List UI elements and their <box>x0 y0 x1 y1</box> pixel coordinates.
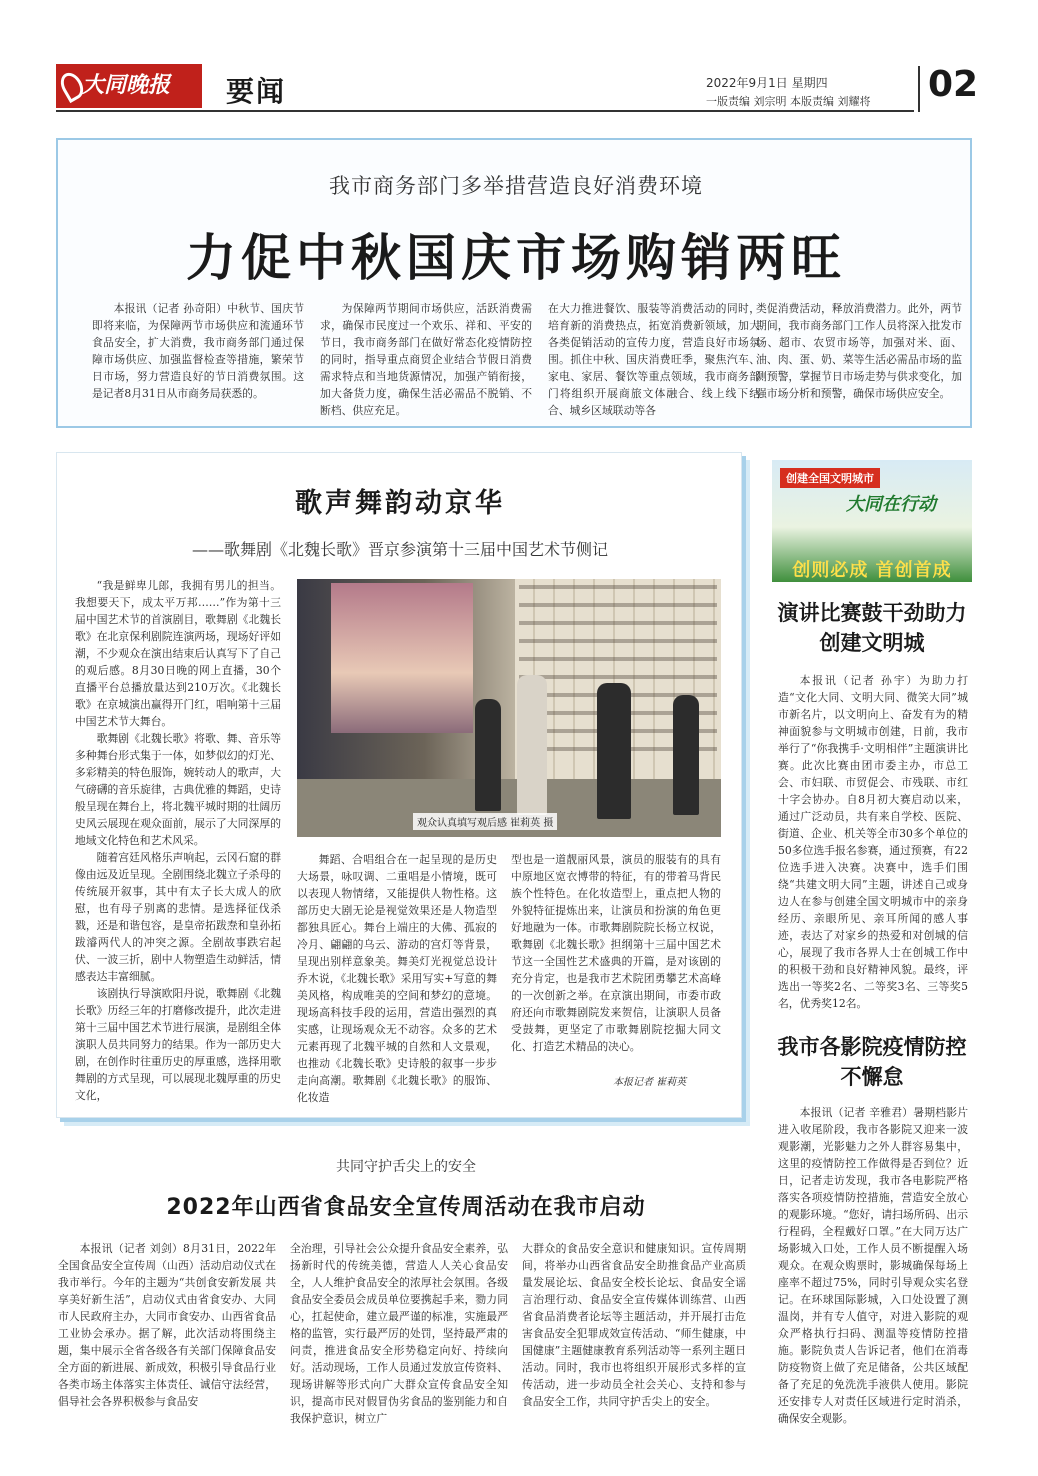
civilized-city-banner <box>772 460 972 582</box>
header-rule <box>56 110 914 112</box>
banner-slogan: 大同在行动 <box>846 494 936 515</box>
top-story-subtitle: 我市商务部门多举措营造良好消费环境 <box>329 174 703 198</box>
opera-paragraph: 随着宫廷风格乐声响起，云冈石窟的群像由远及近呈现。全剧围绕北魏立子杀母的传统展开叙事，其中有太子长大成人的欣慰，也有母子别离的悲情。是选择征伐杀戮，还是和谐包容，是皇帝拓跋焘和皇孙拓跋濬两代人的冲突之源。全剧故事跌宕起伏、一波三折，剧中人物塑造生动鲜活，情感表达丰富细腻。 <box>75 851 281 983</box>
header-divider <box>918 66 920 112</box>
opera-paragraph: 歌舞剧《北魏长歌》将歌、舞、音乐等多种舞台形式集于一体，如梦似幻的灯光、多彩精美的特色服饰，婉转动人的歌声，大气磅礴的音乐旋律，古典优雅的舞蹈，史诗般呈现在舞台上，将北魏平城时期的壮阔历史风云展现在观众面前，展示了大同深厚的地域文化特色和艺术风采。 <box>75 732 281 847</box>
opera-byline: 本报记者 崔莉英 <box>613 1077 687 1088</box>
food-safety-headline: 2022年山西省食品安全宣传周活动在我市启动 <box>166 1195 646 1220</box>
food-safety-column-3: 大群众的食品安全意识和健康知识。宣传周期间，将举办山西省食品安全助推食品产业高质量发展论坛、食品安全校长论坛、食品安全谣言治理行动、食品安全宣传媒体训练营、山西省食品消费者论坛等主题活动，并开展打击危害食品安全犯罪成效宣传活动、“师生健康，中国健康”主题健康教育系列活动等一系列主题日活动。同时，我市也将组织开展形式多样的宣传活动，进一步动员全社会关心、支持和参与食品安全工作，共同守护舌尖上的安全。 <box>522 1242 746 1408</box>
banner-motto: 创则必成 首创首成 <box>792 560 952 581</box>
opera-story-headline: 歌声舞韵动京华 <box>295 488 505 519</box>
speech-contest-body: 本报讯（记者 孙宇）为助力打造“文化大同、文明大同、微笑大同”城市新名片，以文明向上、奋发有为的精神面貌参与文明城市创建，日前，我市举行了“你我携手·文明相伴”主题演讲比赛。此次比赛由团市委主办，市总工会、市妇联、市贸促会、市残联、市红十字会协办。自8月初大赛启动以来，通过广泛动员，共有来自学校、医院、街道、企业、机关等全市30多个单位的50多位选手报名参赛，通过预赛，有22位选手进入决赛。决赛中，选手们围绕“共建文明大同”主题，讲述自己或身边人在参与创建全国文明城市中的亲身经历、亲眼所见、亲耳所闻的感人事迹，表达了对家乡的热爱和对创城的信心，展现了我市各界人士在创城工作中的积极干劲和良好精神风貌。最终，评选出一等奖2名、二等奖3名、三等奖5名，优秀奖12名。 <box>778 674 968 1010</box>
food-safety-column-2: 全治理，引导社会公众提升食品安全素养，弘扬新时代的传统美德，营造人人关心食品安全，人人维护食品安全的浓厚社会氛围。各级食品安全委员会成员单位要携起手来，勠力同心，扛起使命，建立最严谨的标准，实施最严格的监管，实行最严厉的处罚，坚持最严肃的问责，推进食品安全形势稳定向好、持续向好。活动现场，工作人员通过发放宣传资料、现场讲解等形式向广大群众宣传食品安全知识，提高市民对假冒伪劣食品的鉴别能力和自我保护意识，树立广 <box>290 1242 508 1425</box>
opera-poster <box>331 583 473 733</box>
newspaper-logo <box>56 64 202 108</box>
cinema-headline: 我市各影院疫情防控不懈怠 <box>777 1035 967 1089</box>
photo-caption: 观众认真填写观后感 崔莉英 摄 <box>413 813 557 830</box>
opera-paragraph: 该剧执行导演欧阳丹说，歌舞剧《北魏长歌》历经三年的打磨修改提升，此次走进第十三届中国艺术节进行展演，是剧组全体演职人员共同努力的结果。作为一部历史大剧，在创作时往重历史的厚重感，选择用歌舞剧的方式呈现，可以展现北魏厚重的历史文化， <box>75 987 281 1102</box>
speech-contest-headline: 演讲比赛鼓干劲助力创建文明城 <box>777 601 967 655</box>
top-story-column-2: 为保障两节期间市场供应，活跃消费需求，确保市民度过一个欢乐、祥和、平安的节日，我市商务部门在做好常态化疫情防控的同时，指导重点商贸企业结合节假日消费需求特点和当地货源情况，加强产销衔接，加大备货力度，确保生活必需品不脱销、不断档、供应充足。 <box>320 302 532 417</box>
banner-label: 创建全国文明城市 <box>780 468 880 488</box>
issue-editors: 一版责编 刘宗明 本版责编 刘耀将 <box>706 95 871 108</box>
audience-photo <box>297 579 721 837</box>
opera-paragraph: “我是鲜卑儿郎，我拥有男儿的担当。我想要天下，成太平万邦……”作为第十三届中国艺术节的首演剧目，歌舞剧《北魏长歌》在北京保利剧院连演两场，现场好评如潮，不少观众在演出结束后认真写下了自己的观后感。8月30日晚的网上直播，30个直播平台总播放量达到210万次。《北魏长歌》在京城演出赢得开门红，唱响第十三届中国艺术节大舞台。 <box>75 579 281 728</box>
top-story-column-4: 类促消费活动，释放消费潜力。此外，两节期间，我市商务部门工作人员将深入批发市场、超市、农贸市场等，加强对米、面、油、肉、蛋、奶、菜等生活必需品市场的监测预警，掌握节日市场走势与供求变化，加强市场分析和预警，确保市场供应安全。 <box>756 302 962 400</box>
food-safety-column-1: 本报讯（记者 刘剑）8月31日，2022年全国食品安全宣传周（山西）活动启动仪式在我市举行。今年的主题为“共创食安新发展 共享美好新生活”，启动仪式由省食安办、大同市人民政府主办，大同市食安办、山西省食品工业协会承办。据了解，此次活动将围绕主题，集中展示全省各级各有关部门保障食品安全方面的新进展、新成效，积极引导食品行业各类市场主体落实主体责任、诚信守法经营，倡导社会各界积极参与食品安 <box>58 1242 276 1408</box>
top-story-column-3: 在大力推进餐饮、服装等消费活动的同时，培育新的消费热点，拓宽消费新领域，加大各类促销活动的宣传力度，营造良好市场氛围。抓住中秋、国庆消费旺季，聚焦汽车、家电、家居、餐饮等重点领域，我市商务部门将组织开展商旅文体融合、线上线下结合、城乡区域联动等各 <box>548 302 760 417</box>
opera-story <box>56 452 742 1118</box>
audience-member <box>597 683 631 819</box>
opera-story-subtitle: ——歌舞剧《北魏长歌》晋京参演第十三届中国艺术节侧记 <box>191 540 608 559</box>
issue-date: 2022年9月1日 星期四 <box>706 76 828 90</box>
top-story <box>56 138 972 428</box>
audience-member <box>673 695 699 815</box>
cinema-body: 本报讯（记者 辛雅君）暑期档影片进入收尾阶段，我市各影院又迎来一波观影潮，光影魅力之外人群容易集中，这里的疫情防控工作做得是否到位？近日，记者走访发现，我市各电影院严格落实各项疫情防控措施，营造安全放心的观影环境。“您好，请扫场所码、出示行程码，全程戴好口罩。”在大同万达广场影城入口处，工作人员不断提醒入场观众。在观众购票时，影城确保每场上座率不超过75%，同时引导观众实名登记。在环球国际影城，入口处设置了测温岗，并有专人值守，对进入影院的观众严格执行扫码、测温等疫情防控措施。影院负责人告诉记者，他们在消毒防疫物资上做了充足储备，公共区域配备了充足的免洗洗手液供人使用。影院还安排专人对责任区域进行定时消杀，确保安全观影。 <box>778 1106 968 1425</box>
opera-story-column-1 <box>75 577 281 1107</box>
top-story-headline: 力促中秋国庆市场购销两旺 <box>186 229 846 287</box>
section-title: 要闻 <box>226 75 287 108</box>
audience-member <box>517 675 547 815</box>
audience-member <box>475 699 501 811</box>
food-safety-subtitle: 共同守护舌尖上的安全 <box>336 1159 476 1175</box>
opera-story-column-3: 型也是一道靓丽风景，演员的服装有的具有中原地区宽衣博带的特征，有的带着马背民族个性特色。在化妆造型上，重点把人物的外貌特征提炼出来，让演员和扮演的角色更好地融为一体。市歌舞剧院院长杨立权说，歌舞剧《北魏长歌》担纲第十三届中国艺术节这一全国性艺术盛典的开篇，是对该剧的充分肯定，也是我市艺术院团勇攀艺术高峰的一次创新之举。在京演出期间，市委市政府还向市歌舞剧院发来贺信，让演职人员备受鼓舞，更坚定了市歌舞剧院挖掘大同文化、打造艺术精品的决心。 <box>511 853 721 1053</box>
top-story-column-1: 本报讯（记者 孙奇阳）中秋节、国庆节即将来临，为保障两节市场供应和流通环节食品安全，扩大消费，我市商务部门通过保障市场供应、加强监督检查等措施，繁荣节日市场，努力营造良好的节日消费氛围。这是记者8月31日从市商务局获悉的。 <box>92 302 304 400</box>
page-number: 02 <box>928 64 979 105</box>
opera-story-column-2: 舞蹈、合唱组合在一起呈现的是历史大场景，咏叹调、二重唱是小情境，既可以表现人物情绪，又能提供人物性格。这部历史大剧无论是视觉效果还是人物造型都独具匠心。舞台上端庄的大佛、孤寂的冷月、翩翩的乌云、游动的宫灯等背景，呈现出别样意象美。舞美灯光视觉总设计乔木说，《北魏长歌》采用写实+写意的舞美风格，构成唯美的空间和梦幻的意境。现场高科技手段的运用，营造出强烈的真实感，让现场观众无不动容。众多的艺术元素再现了北魏平城的自然和人文景观，也推动《北魏长歌》史诗般的叙事一步步走向高潮。歌舞剧《北魏长歌》的服饰、化妆造 <box>297 853 497 1104</box>
logo-text: 大同晚报 <box>82 73 171 98</box>
